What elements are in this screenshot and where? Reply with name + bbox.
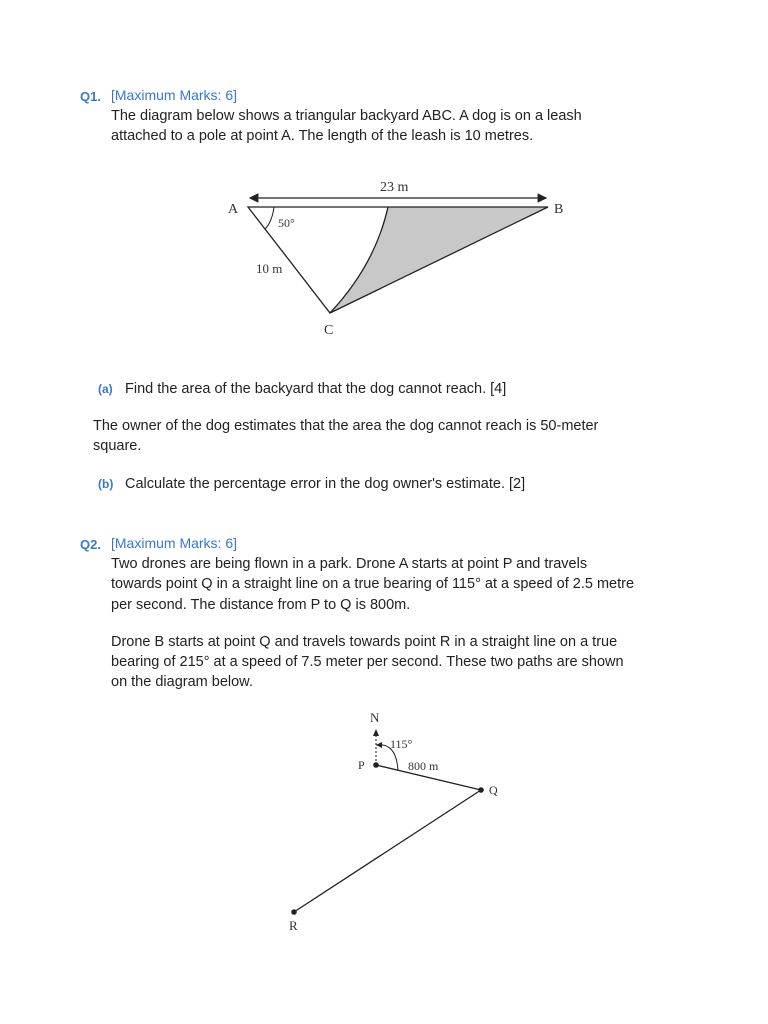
point-r [291, 909, 297, 915]
bearing-label: 115° [390, 737, 413, 751]
label-a: A [228, 202, 239, 217]
distance-pq-label: 800 m [408, 759, 439, 773]
q2-para2-line-2: bearing of 215° at a speed of 7.5 meter per second. These two paths are shown [111, 654, 624, 670]
label-r: R [289, 918, 298, 933]
q2-drone-diagram [0, 700, 768, 940]
q2-para1-line-1: Two drones are being flown in a park. Drone A starts at point P and travels [111, 556, 588, 572]
q2-number: Q2. [80, 537, 101, 552]
q1-part-b-label: (b) [98, 477, 114, 491]
q2-para1-line-2: towards point Q in a straight line on a true bearing of 115° at a speed of 2.5 metre [111, 576, 635, 592]
q1-owner-line-1: The owner of the dog estimates that the area the dog cannot reach is 50-meter [93, 418, 599, 434]
label-p: P [358, 758, 365, 772]
label-b: B [554, 202, 564, 217]
north-arrowhead [373, 729, 379, 736]
q1-part-b-text: Calculate the percentage error in the dog owner's estimate. [2] [125, 476, 526, 492]
q1-backyard-diagram [0, 0, 768, 360]
point-p [373, 762, 379, 768]
path-qr [294, 790, 481, 912]
angle-a-label: 50° [278, 216, 295, 230]
label-q: Q [489, 783, 498, 797]
angle-arc-a [265, 207, 274, 229]
q2-marks: [Maximum Marks: 6] [111, 535, 238, 551]
q2-para2-line-3: on the diagram below. [111, 674, 253, 690]
q2-para1-line-3: per second. The distance from P to Q is 800m. [111, 597, 411, 613]
length-ab-label: 23 m [380, 180, 409, 195]
q1-intro-line-2: attached to a pole at point A. The length of the leash is 10 metres. [111, 128, 534, 144]
q1-part-a-text: Find the area of the backyard that the dog cannot reach. [4] [125, 381, 507, 397]
q2-para2-line-1: Drone B starts at point Q and travels towards point R in a straight line on a true [111, 634, 618, 650]
label-n: N [370, 710, 380, 725]
q1-marks: [Maximum Marks: 6] [111, 87, 238, 103]
q1-number: Q1. [80, 89, 101, 104]
point-q [478, 787, 484, 793]
q1-part-a-label: (a) [98, 382, 113, 396]
length-ac-label: 10 m [256, 261, 283, 276]
q1-intro-line-1: The diagram below shows a triangular backyard ABC. A dog is on a leash [111, 108, 582, 124]
label-c: C [324, 323, 334, 338]
bearing-arc-arrow [376, 742, 382, 748]
q1-owner-line-2: square. [93, 438, 142, 454]
